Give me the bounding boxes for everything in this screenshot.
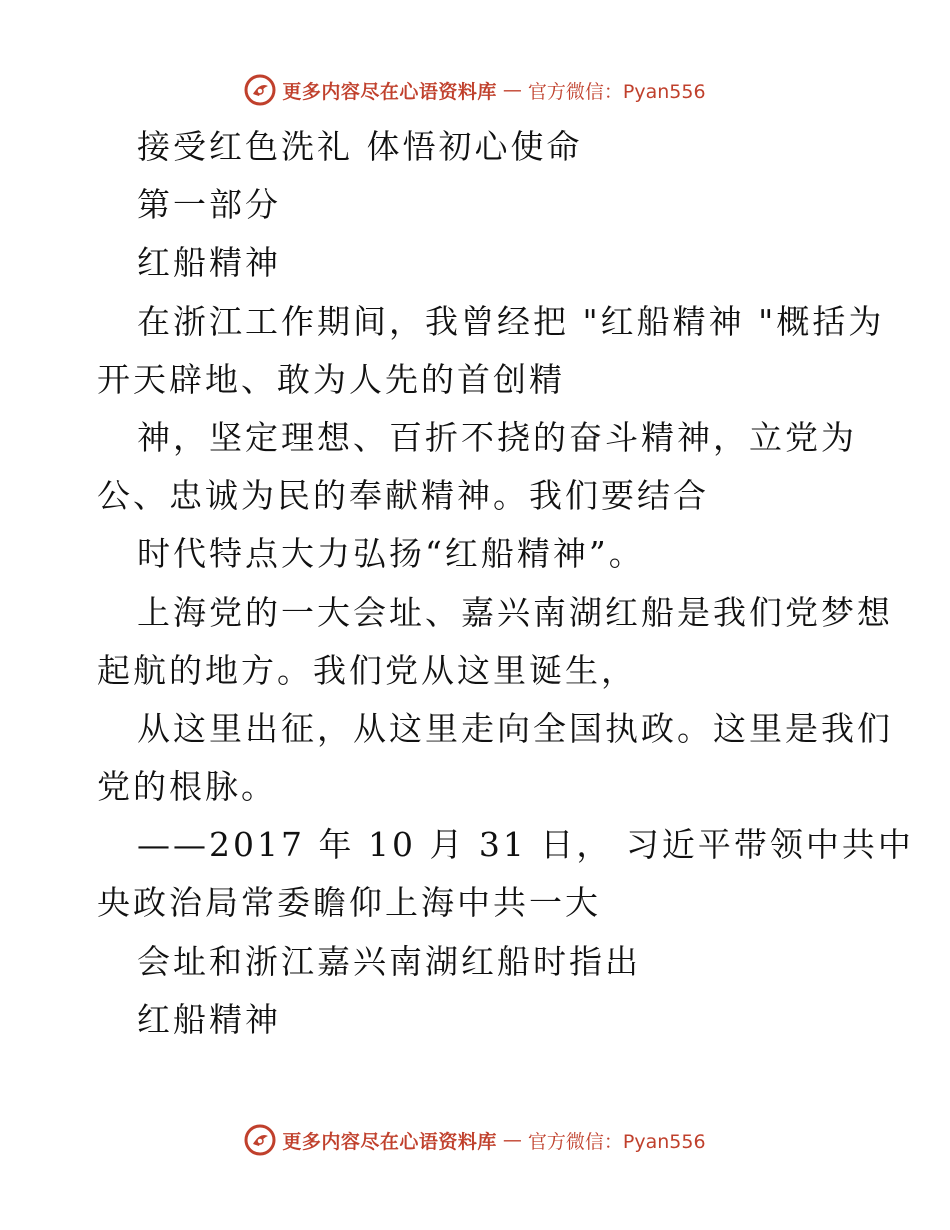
doc-line-citation: 会址和浙江嘉兴南湖红船时指出: [137, 941, 641, 981]
doc-line: 党的根脉。: [97, 767, 277, 807]
doc-line-section-heading: 红船精神: [137, 243, 281, 283]
doc-line: 在浙江工作期间，我曾经把 "红船精神 "概括为: [137, 301, 885, 341]
footer-watermark: [0, 1120, 950, 1160]
doc-line-citation: 央政治局常委瞻仰上海中共一大: [97, 883, 601, 923]
watermark-contact-text: 官方微信：Pyan556: [527, 80, 706, 103]
watermark-separator: —: [502, 79, 522, 101]
doc-line: 神，坚定理想、百折不挠的奋斗精神，立党为: [137, 417, 857, 457]
doc-line: 从这里出征，从这里走向全国执政。这里是我们: [137, 708, 893, 748]
watermark-separator: —: [502, 1129, 522, 1151]
doc-line: 上海党的一大会址、嘉兴南湖红船是我们党梦想: [137, 592, 893, 632]
doc-line: 时代特点大力弘扬“红船精神”。: [137, 534, 645, 574]
watermark-site-text: 更多内容尽在心语资料库: [282, 1130, 497, 1153]
doc-line-section-heading: 红船精神: [137, 999, 281, 1039]
doc-line: 起航的地方。我们党从这里诞生，: [97, 650, 637, 690]
watermark-site-text: 更多内容尽在心语资料库: [282, 80, 497, 103]
doc-line: 开天辟地、敢为人先的首创精: [97, 359, 565, 399]
document-body: [97, 118, 914, 1049]
red-seal-logo-icon: [244, 74, 276, 106]
doc-line: 公、忠诚为民的奉献精神。我们要结合: [97, 476, 709, 516]
watermark-contact-text: 官方微信：Pyan556: [527, 1130, 706, 1153]
doc-line-title: 接受红色洗礼 体悟初心使命: [137, 127, 583, 166]
red-seal-logo-icon: [244, 1124, 276, 1156]
doc-line-part-heading: 第一部分: [137, 185, 281, 225]
doc-line-citation: ——2017 年 10 月 31 日， 习近平带领中共中: [137, 825, 914, 865]
header-watermark: [0, 70, 950, 110]
